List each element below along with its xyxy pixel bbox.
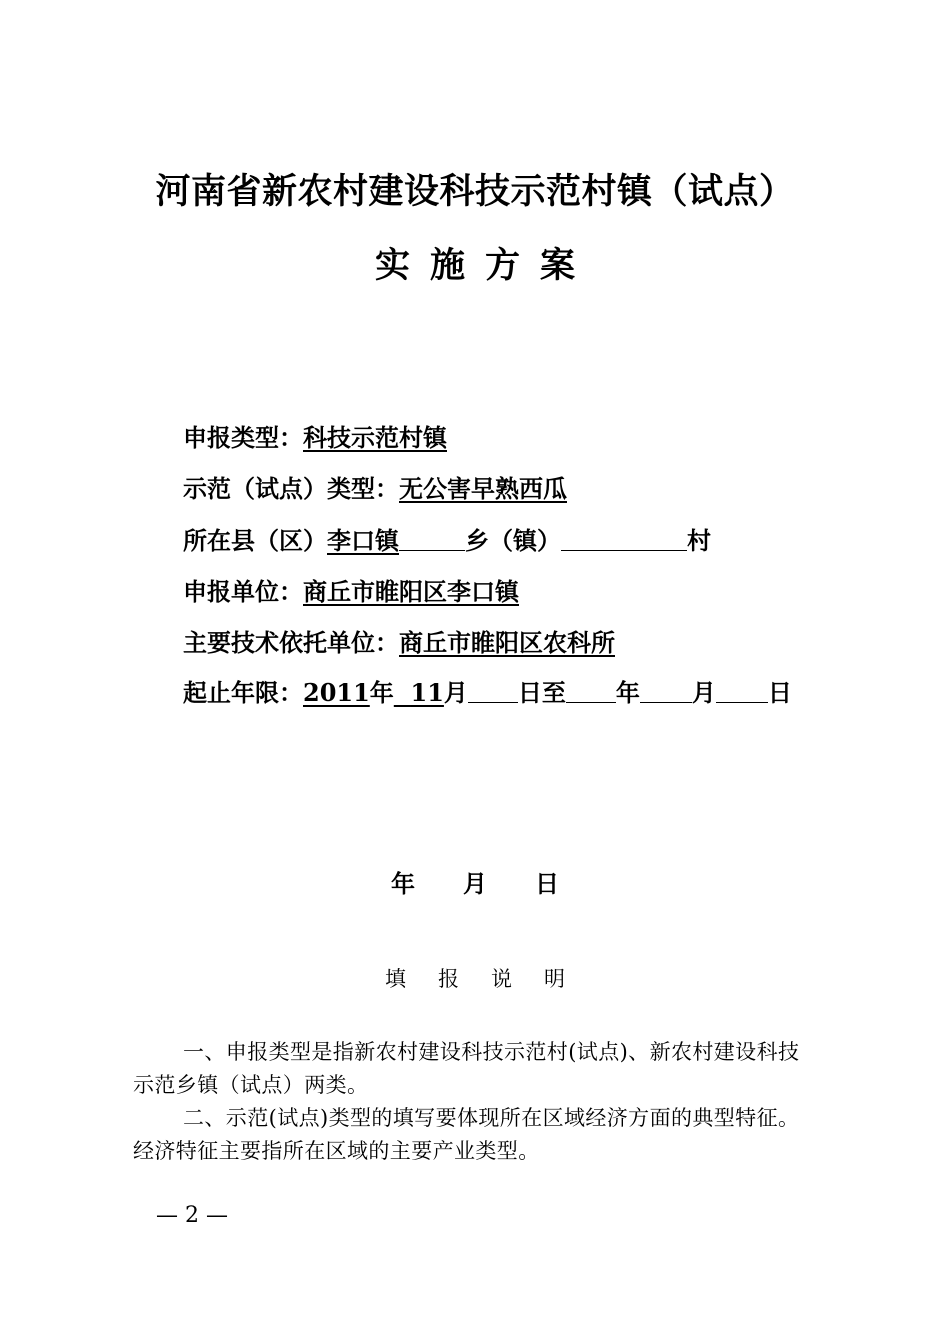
start-year-value: 2011: [303, 678, 370, 707]
demo-type-label: 示范（试点）类型：: [183, 474, 399, 503]
subtitle-char: 施: [429, 245, 465, 286]
declare-type-label: 申报类型：: [183, 423, 303, 452]
location-row: [183, 525, 711, 557]
page-number: — 2 —: [156, 1203, 228, 1228]
end-day-blank: [716, 678, 768, 703]
date-year-label: 年: [391, 869, 415, 898]
end-year-label: 年: [615, 678, 640, 707]
end-month-blank: [640, 678, 692, 703]
start-day-blank: [468, 678, 518, 703]
period-label: 起止年限：: [183, 678, 303, 707]
applicant-label: 申报单位：: [183, 577, 303, 606]
date-day-label: 日: [535, 869, 559, 898]
start-month-value: [394, 678, 444, 707]
notes-title-char: 说: [491, 967, 512, 991]
subtitle-char: 案: [540, 245, 576, 286]
year-label: 年: [369, 678, 394, 707]
document-subtitle: [0, 238, 950, 288]
county-blank: [399, 526, 465, 551]
declare-type-value: 科技示范村镇: [303, 423, 447, 452]
subtitle-char: 实: [374, 245, 410, 286]
township-label: 乡（镇）: [465, 526, 561, 555]
demo-type-row: [183, 473, 567, 505]
subtitle-char: 方: [485, 245, 521, 286]
month-label: 月: [443, 678, 468, 707]
township-blank: [561, 526, 687, 551]
declare-type-row: [183, 422, 447, 454]
applicant-value: 商丘市睢阳区李口镇: [303, 577, 519, 606]
notes-title-char: 明: [544, 967, 565, 991]
note-1-line-1: 一、申报类型是指新农村建设科技示范村(试点)、新农村建设科技: [183, 1040, 800, 1064]
notes-title: [0, 963, 950, 993]
document-title: 河南省新农村建设科技示范村镇（试点）: [155, 171, 795, 212]
notes-title-char: 填: [385, 967, 406, 991]
applicant-row: [183, 576, 519, 608]
county-label: 所在县（区）: [183, 526, 327, 555]
tech-support-value: 商丘市睢阳区农科所: [399, 628, 615, 657]
note-paragraph-1: [133, 1036, 823, 1102]
end-day-label: 日: [767, 678, 792, 707]
note-2-line-2: 经济特征主要指所在区域的主要产业类型。: [133, 1139, 540, 1163]
note-1-line-2: 示范乡镇（试点）两类。: [133, 1073, 369, 1097]
start-month-text: 11: [410, 678, 444, 707]
county-value: 李口镇: [327, 526, 399, 555]
notes-title-char: 报: [438, 967, 459, 991]
note-2-line-1: 二、示范(试点)类型的填写要体现所在区域经济方面的典型特征。: [183, 1106, 800, 1130]
signature-date-line: [0, 864, 950, 899]
period-row: [183, 677, 792, 709]
tech-support-row: [183, 627, 615, 659]
tech-support-label: 主要技术依托单位：: [183, 628, 399, 657]
day-to-label: 日至: [517, 678, 566, 707]
village-label: 村: [687, 526, 711, 555]
demo-type-value: 无公害早熟西瓜: [399, 474, 567, 503]
date-month-label: 月: [463, 869, 487, 898]
end-month-label: 月: [691, 678, 716, 707]
end-year-blank: [566, 678, 616, 703]
note-paragraph-2: [133, 1102, 823, 1168]
